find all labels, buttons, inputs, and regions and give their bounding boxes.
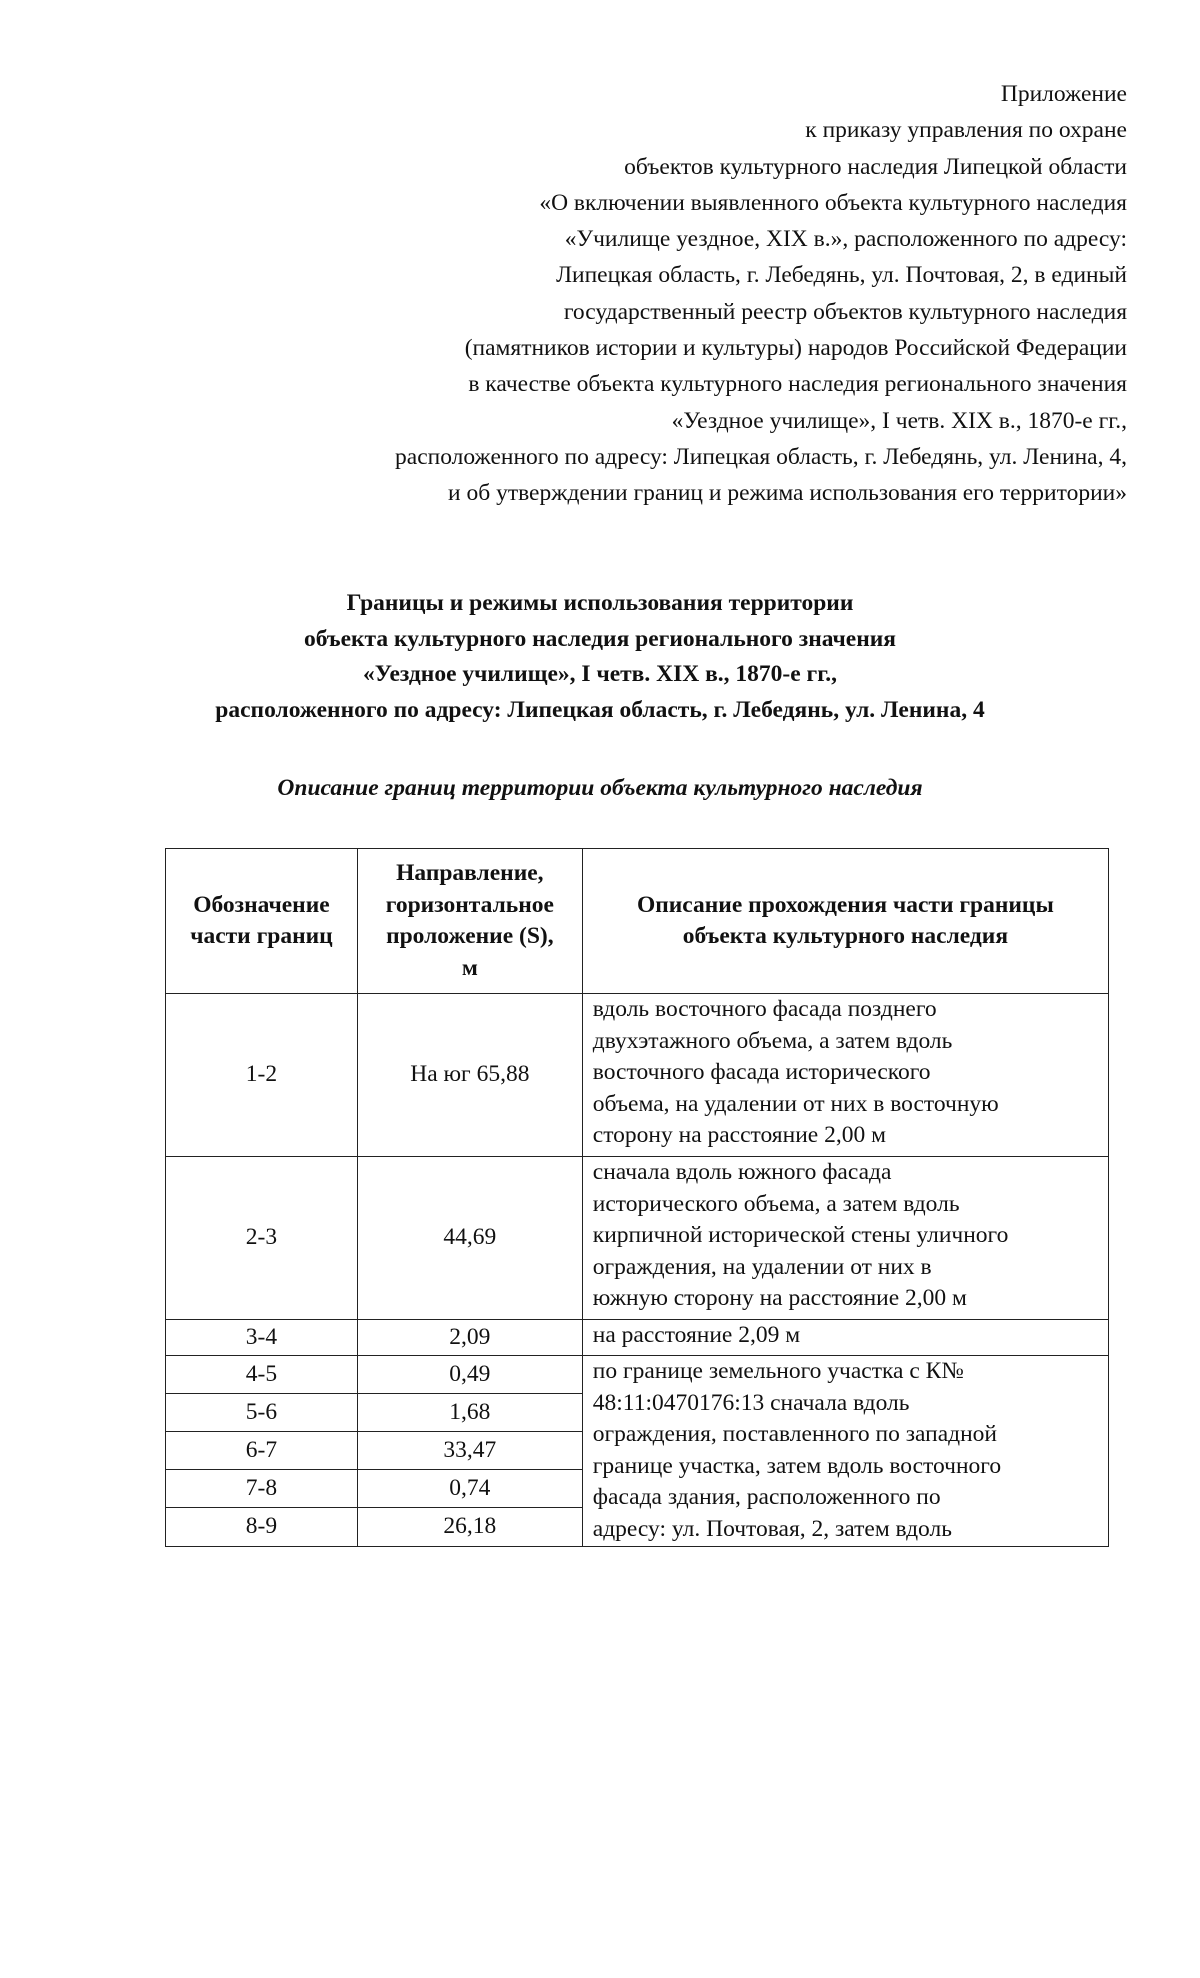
cell-description	[582, 994, 1108, 1157]
cell-part: 8-9	[166, 1508, 358, 1546]
desc-line: границе участка, затем вдоль восточного	[592, 1452, 1002, 1479]
appendix-line: «Училище уездное, XIX в.», расположенного по адресу:	[564, 226, 1127, 253]
desc-line: фасада здания, расположенного по	[592, 1484, 941, 1511]
desc-line: ограждения, на удалении от них в	[592, 1253, 932, 1280]
cell-direction: 0,74	[357, 1470, 582, 1508]
header-text: горизонтальное	[385, 891, 554, 918]
desc-line: двухэтажного объема, а затем вдоль	[592, 1027, 953, 1054]
appendix-block	[187, 76, 1127, 512]
table-row	[166, 994, 1109, 1157]
appendix-line: (памятников истории и культуры) народов Российской Федерации	[464, 335, 1127, 362]
header-text: Описание прохождения части границы	[636, 891, 1054, 918]
document-title	[0, 586, 1200, 728]
title-line: «Уездное училище», I четв. XIX в., 1870-е гг.,	[363, 661, 837, 687]
cell-direction: 44,69	[357, 1157, 582, 1320]
header-text: части границ	[190, 923, 333, 949]
desc-line: по границе земельного участка с К№	[592, 1358, 964, 1384]
header-part	[166, 849, 358, 994]
desc-line: исторического объема, а затем вдоль	[592, 1190, 960, 1217]
desc-line: восточного фасада исторического	[592, 1059, 931, 1085]
header-description	[582, 849, 1108, 994]
cell-part: 7-8	[166, 1470, 358, 1508]
cell-direction: 0,49	[357, 1356, 582, 1394]
cell-direction: 26,18	[357, 1508, 582, 1546]
appendix-line: и об утверждении границ и режима использования его территории»	[448, 480, 1127, 507]
desc-line: кирпичной исторической стены уличного	[592, 1222, 1009, 1248]
appendix-line: к приказу управления по охране	[805, 117, 1127, 144]
header-text: проложение (S),	[386, 923, 554, 949]
desc-line: сначала вдоль южного фасада	[592, 1159, 892, 1185]
boundaries-table	[165, 848, 1109, 1547]
cell-direction: 33,47	[357, 1432, 582, 1470]
desc-line: 48:11:0470176:13 сначала вдоль	[592, 1389, 910, 1416]
table-row	[166, 1320, 1109, 1356]
cell-description	[582, 1157, 1108, 1320]
appendix-line: объектов культурного наследия Липецкой области	[624, 153, 1127, 180]
appendix-line: «Уездное училище», I четв. XIX в., 1870-е гг.,	[671, 407, 1127, 434]
header-text: Обозначение	[193, 891, 330, 918]
table-header-row	[166, 849, 1109, 994]
desc-line: сторону на расстояние 2,00 м	[592, 1122, 886, 1148]
title-line: объекта культурного наследия регионального значения	[303, 625, 897, 652]
table-row	[166, 1356, 1109, 1394]
appendix-line: Приложение	[1000, 81, 1127, 107]
cell-part: 4-5	[166, 1356, 358, 1394]
title-line: расположенного по адресу: Липецкая область, г. Лебедянь, ул. Ленина, 4	[215, 696, 985, 723]
header-text: Направление,	[396, 860, 544, 886]
desc-line: объема, на удалении от них в восточную	[592, 1090, 999, 1117]
appendix-line: государственный реестр объектов культурного наследия	[563, 298, 1127, 325]
section-subtitle: Описание границ территории объекта культурного наследия	[277, 775, 923, 801]
cell-part: 6-7	[166, 1432, 358, 1470]
cell-part: 5-6	[166, 1394, 358, 1432]
cell-description-merged	[582, 1356, 1108, 1547]
appendix-line: Липецкая область, г. Лебедянь, ул. Почтовая, 2, в единый	[556, 262, 1127, 289]
cell-part: 2-3	[166, 1157, 358, 1320]
desc-line: адресу: ул. Почтовая, 2, затем вдоль	[592, 1515, 952, 1542]
cell-direction: На юг 65,88	[357, 994, 582, 1157]
appendix-line: «О включении выявленного объекта культурного наследия	[539, 189, 1127, 216]
cell-part: 1-2	[166, 994, 358, 1157]
title-line: Границы и режимы использования территории	[346, 590, 854, 616]
header-direction	[357, 849, 582, 994]
cell-description	[582, 1320, 1108, 1356]
table-row	[166, 1157, 1109, 1320]
cell-part: 3-4	[166, 1320, 358, 1356]
desc-line: ограждения, поставленного по западной	[592, 1421, 998, 1448]
desc-line: вдоль восточного фасада позднего	[592, 996, 937, 1022]
desc-line: южную сторону на расстояние 2,00 м	[592, 1285, 967, 1311]
header-text: м	[461, 954, 478, 981]
appendix-line: расположенного по адресу: Липецкая область, г. Лебедянь, ул. Ленина, 4,	[395, 443, 1127, 470]
desc-line: на расстояние 2,09 м	[592, 1322, 801, 1348]
header-text: объекта культурного наследия	[682, 923, 1009, 949]
cell-direction: 1,68	[357, 1394, 582, 1432]
appendix-line: в качестве объекта культурного наследия регионального значения	[468, 371, 1127, 398]
cell-direction: 2,09	[357, 1320, 582, 1356]
